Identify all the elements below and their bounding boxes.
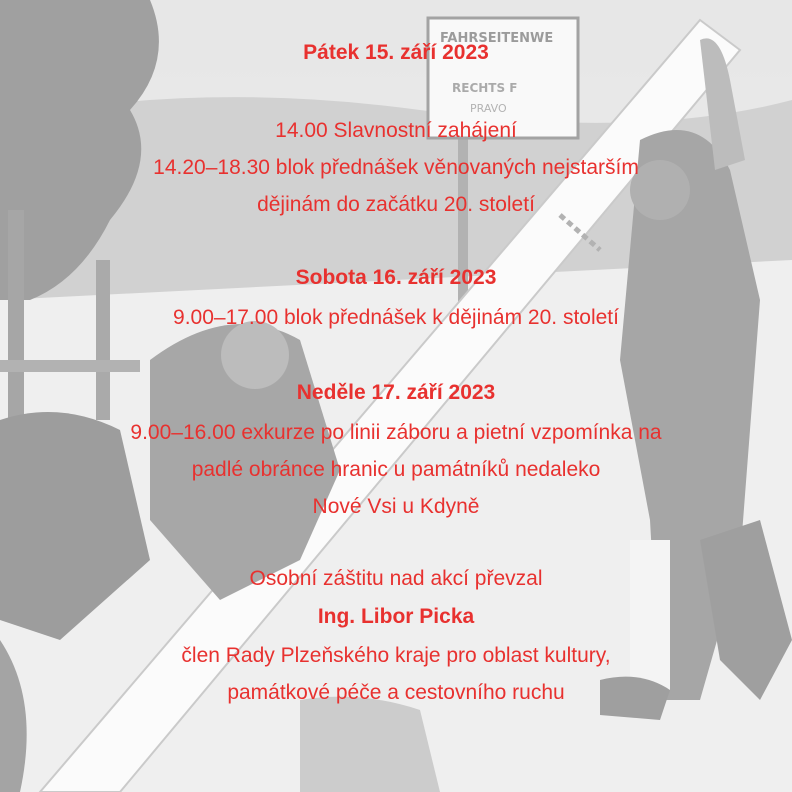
sunday-line: Nové Vsi u Kdyně xyxy=(312,495,480,518)
patronage-intro: Osobní záštitu nad akcí převzal xyxy=(249,567,543,590)
sunday-heading: Neděle 17. září 2023 xyxy=(296,381,496,404)
friday-line: 14.20–18.30 blok přednášek věnovaných nejstarším xyxy=(153,156,639,179)
sunday-line: padlé obránce hranic u památníků nedaleko xyxy=(191,458,601,481)
patron-role-line: člen Rady Plzeňského kraje pro oblast kultury, xyxy=(181,644,611,667)
patron-role-line: památkové péče a cestovního ruchu xyxy=(227,681,565,704)
friday-line: 14.00 Slavnostní zahájení xyxy=(275,119,517,142)
sunday-line: 9.00–16.00 exkurze po linii záboru a pietní vzpomínka na xyxy=(130,421,662,444)
patron-name: Ing. Libor Picka xyxy=(317,605,475,628)
friday-heading: Pátek 15. září 2023 xyxy=(303,41,489,64)
friday-line: dějinám do začátku 20. století xyxy=(257,193,535,216)
saturday-heading: Sobota 16. září 2023 xyxy=(295,266,497,289)
saturday-line: 9.00–17.00 blok přednášek k dějinám 20. století xyxy=(173,306,619,329)
